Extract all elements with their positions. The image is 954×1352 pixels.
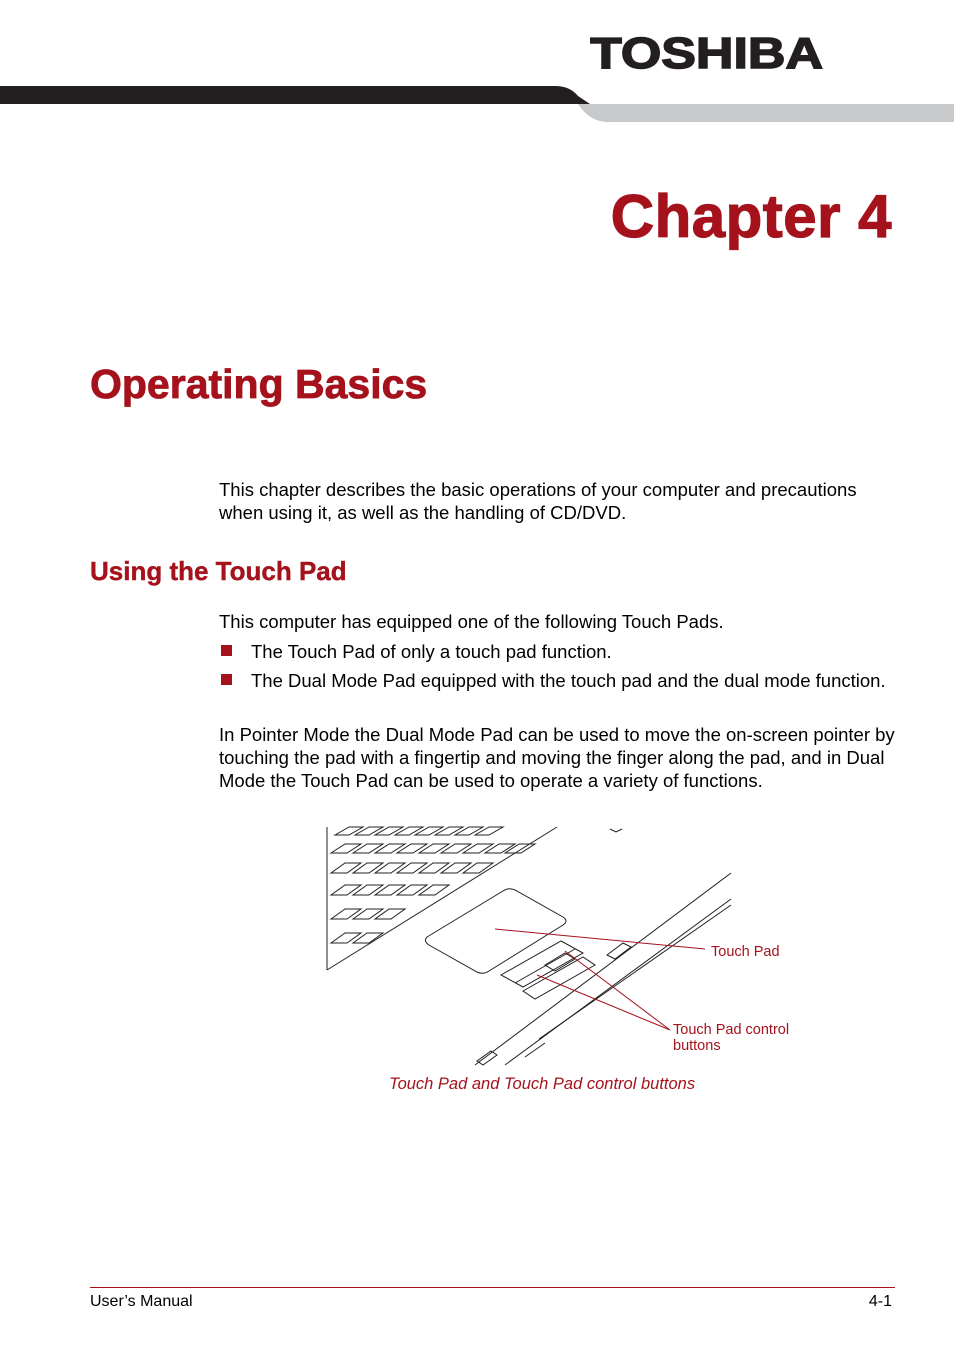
toshiba-logo: [590, 30, 825, 74]
pointer-mode-paragraph: In Pointer Mode the Dual Mode Pad can be used to move the on-screen pointer by touching the pad with a fingertip and moving the finger along the pad, and in Dual Mode the Touch Pad can be used to operate a variety of functions.: [219, 724, 895, 791]
footer-page-number: 4-1: [868, 1293, 892, 1310]
touch-pad-surface-icon: [425, 889, 566, 974]
list-item: [219, 640, 904, 663]
keyboard-keys-icon: [331, 827, 535, 943]
touch-pad-leader-line: [495, 929, 705, 949]
section-intro: This chapter describes the basic operations of your computer and precautions when using it, as well as the handling of CD/DVD.: [219, 479, 857, 523]
touch-pad-label: Touch Pad: [711, 944, 780, 960]
list-item: [219, 669, 904, 692]
button-leader-line: [537, 975, 670, 1030]
toshiba-logo-text: TOSHIBA: [590, 30, 823, 74]
control-buttons-label: Touch Pad control buttons: [673, 1022, 790, 1054]
list-item-text: The Dual Mode Pad equipped with the touch pad and the dual mode function.: [251, 670, 886, 691]
subsection-intro: This computer has equipped one of the following Touch Pads.: [219, 611, 724, 632]
touch-pad-figure: [325, 825, 805, 1073]
chapter-title: Chapter 4: [610, 183, 892, 250]
subsection-title: Using the Touch Pad: [90, 556, 347, 586]
square-bullet-icon: [221, 674, 232, 685]
footer-manual-title: User’s Manual: [90, 1293, 193, 1310]
touchpad-type-list: [219, 640, 904, 698]
header-dark-bar: [0, 86, 590, 104]
button-leader-line: [565, 951, 670, 1030]
square-bullet-icon: [221, 645, 232, 656]
footer-divider: [90, 1287, 895, 1288]
touch-pad-button-icon: [523, 957, 595, 999]
header-light-bar: [578, 104, 954, 122]
section-title: Operating Basics: [90, 361, 428, 407]
list-item-text: The Touch Pad of only a touch pad function.: [251, 641, 612, 662]
figure-caption: Touch Pad and Touch Pad control buttons: [389, 1075, 696, 1093]
